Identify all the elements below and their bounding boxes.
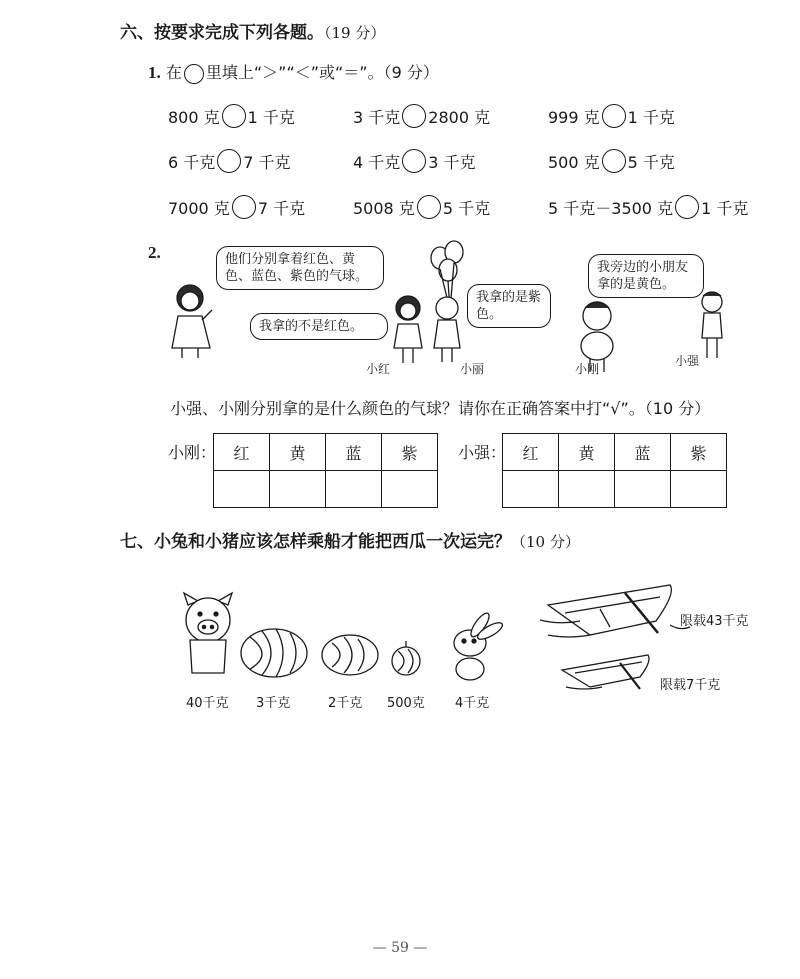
color-header: 红 [214, 434, 270, 471]
color-header: 蓝 [615, 434, 671, 471]
answer-circle[interactable] [402, 149, 426, 173]
page-number: — 59 — [372, 940, 428, 956]
compare-left: 4 千克 [353, 152, 401, 172]
compare-right: 1 千克 [247, 107, 295, 127]
compare-right: 5 千克 [442, 198, 491, 218]
color-header: 蓝 [326, 434, 382, 471]
question-2-question: 小强、小刚分别拿的是什么颜色的气球？请你在正确答案中打“√”。 [170, 399, 645, 418]
watermelon-large-weight: 3千克 [256, 696, 291, 711]
answer-circle[interactable] [602, 149, 626, 173]
answer-cell[interactable] [214, 471, 270, 508]
boat-large-limit: 限载43千克 [680, 614, 749, 629]
compare-right: 5 千克 [627, 152, 675, 172]
compare-item [548, 104, 675, 128]
answer-cell[interactable] [270, 471, 326, 508]
section-6-title: 六、按要求完成下列各题。 [120, 23, 324, 43]
compare-item [353, 104, 490, 128]
answer-cell[interactable] [382, 471, 438, 508]
answer-circle[interactable] [602, 104, 626, 128]
question-2-points: （10 分） [644, 399, 711, 418]
compare-right: 1 千克 [627, 107, 675, 127]
question-1-prompt-before: 在 [165, 63, 182, 82]
name-xiaogang: 小刚 [575, 362, 600, 376]
table-label-xiaoqiang: 小强： [458, 443, 507, 462]
compare-left: 6 千克 [168, 152, 216, 172]
compare-item [548, 195, 748, 219]
compare-right: 1 千克 [701, 198, 749, 218]
color-header: 黄 [559, 434, 615, 471]
answer-circle-icon [184, 64, 204, 84]
answer-cell[interactable] [326, 471, 382, 508]
girl-figure-icon [172, 285, 212, 358]
xiaoqiang-figure-icon [702, 292, 722, 358]
name-xiaoli: 小丽 [460, 362, 485, 376]
name-xiaoqiang: 小强 [675, 354, 700, 368]
answer-cell[interactable] [559, 471, 615, 508]
answer-cell[interactable] [671, 471, 727, 508]
section-6-heading [120, 18, 385, 43]
color-table-xiaogang [213, 433, 438, 508]
xiaohong-figure-icon [394, 296, 422, 363]
speech-bubble-2: 我拿的不是红色。 [250, 313, 388, 340]
speech-bubble-1: 他们分别拿着红色、黄色、蓝色、紫色的气球。 [216, 246, 384, 290]
compare-left: 999 克 [548, 107, 600, 127]
color-table-xiaoqiang [502, 433, 727, 508]
answer-circle[interactable] [417, 195, 441, 219]
question-1-number: 1. [148, 63, 161, 82]
answer-circle[interactable] [232, 195, 256, 219]
answer-circle[interactable] [402, 104, 426, 128]
color-header: 黄 [270, 434, 326, 471]
compare-left: 7000 克 [168, 198, 230, 218]
table-label-xiaogang: 小刚： [168, 443, 217, 462]
answer-cell[interactable] [503, 471, 559, 508]
compare-item [353, 195, 490, 219]
compare-item [548, 149, 675, 173]
compare-left: 5008 克 [353, 198, 415, 218]
name-xiaohong: 小红 [366, 362, 391, 376]
section-7-title: 七、小兔和小猪应该怎样乘船才能把西瓜一次运完？ [120, 532, 511, 552]
compare-left: 800 克 [168, 107, 220, 127]
question-1-prompt-after: 里填上“＞”“＜”或“＝”。 [205, 63, 384, 82]
section-6-points: （19 分） [324, 24, 386, 42]
boat-small-icon [562, 655, 649, 689]
section-7-heading [120, 527, 580, 552]
compare-left: 500 克 [548, 152, 600, 172]
watermelon-large-icon [241, 629, 307, 677]
boat-small-limit: 限载7千克 [660, 678, 721, 693]
answer-circle[interactable] [222, 104, 246, 128]
compare-right: 7 千克 [257, 198, 306, 218]
compare-item [168, 104, 295, 128]
rabbit-icon [454, 611, 505, 680]
section-7-points: （10 分） [511, 533, 580, 551]
color-header: 紫 [382, 434, 438, 471]
watermelon-medium-weight: 2千克 [328, 696, 363, 711]
question-1-points: （9 分） [383, 63, 439, 82]
compare-item [353, 149, 476, 173]
answer-circle[interactable] [217, 149, 241, 173]
speech-bubble-4: 我旁边的小朋友拿的是黄色。 [588, 254, 704, 298]
question-1-prompt [148, 60, 439, 84]
compare-right: 3 千克 [428, 152, 476, 172]
color-header: 红 [503, 434, 559, 471]
pig-icon [184, 593, 232, 673]
watermelon-small-weight: 500克 [387, 696, 425, 711]
color-header: 紫 [671, 434, 727, 471]
watermelon-medium-icon [322, 635, 378, 675]
answer-circle[interactable] [675, 195, 699, 219]
answer-cell[interactable] [615, 471, 671, 508]
compare-right: 7 千克 [243, 152, 291, 172]
question-2-text [170, 396, 710, 419]
compare-right: 2800 克 [428, 107, 491, 127]
boat-large-icon [540, 585, 690, 637]
rabbit-weight: 4千克 [455, 696, 490, 711]
question-2-number: 2. [148, 243, 161, 262]
compare-left: 3 千克 [353, 107, 401, 127]
compare-left: 5 千克－3500 克 [548, 198, 674, 218]
pig-weight: 40千克 [186, 696, 229, 711]
speech-bubble-3: 我拿的是紫色。 [467, 284, 551, 328]
compare-item [168, 195, 305, 219]
compare-item [168, 149, 291, 173]
xiaoli-figure-icon [434, 297, 460, 362]
watermelon-small-icon [392, 641, 420, 675]
